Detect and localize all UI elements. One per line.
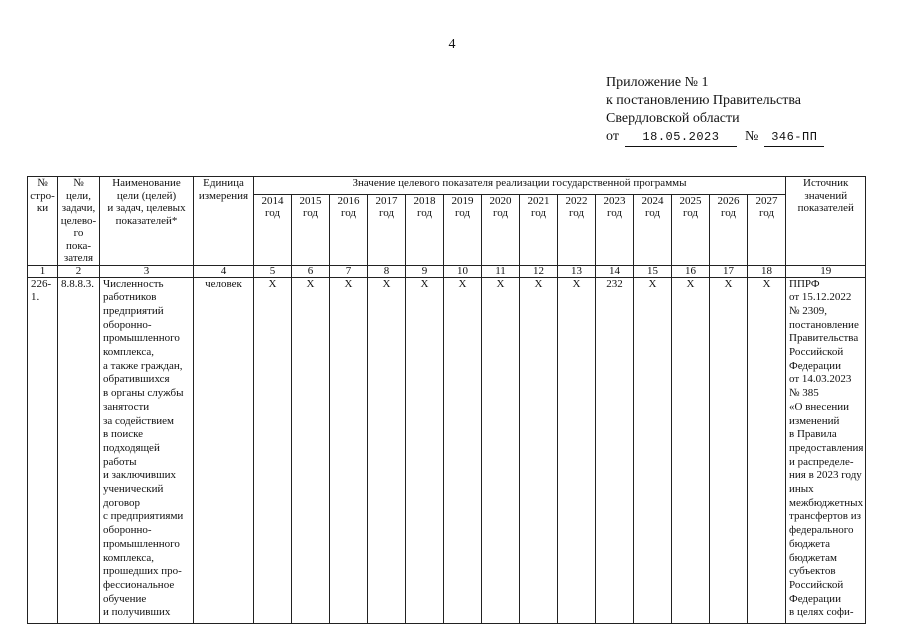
header-year-2021 <box>520 194 558 265</box>
cell-value-2024: X <box>634 277 672 623</box>
text-line: в Правила <box>789 428 837 441</box>
text-line: № цели, <box>66 177 91 202</box>
year-label: 2014 <box>261 194 284 207</box>
year-word: год <box>682 207 699 220</box>
header-year-2026 <box>710 194 748 265</box>
cell-value-2021: X <box>520 277 558 623</box>
text-line: показателей <box>797 202 854 214</box>
text-line: Федерации <box>789 592 841 605</box>
text-line: работы <box>103 455 137 468</box>
column-number: 13 <box>558 265 596 277</box>
text-line: прошедших про- <box>103 565 182 578</box>
year-label: 2025 <box>679 194 702 207</box>
appendix-date-line <box>606 128 824 147</box>
header-unit-text <box>196 177 251 202</box>
text-line: предприятий <box>103 304 164 317</box>
column-number: 11 <box>482 265 520 277</box>
cell-value-2026: X <box>710 277 748 623</box>
column-number: 18 <box>748 265 786 277</box>
text-line: целево- <box>60 214 97 227</box>
text-line: обратившихся <box>103 373 170 386</box>
text-line: и задач, целевых <box>107 202 186 214</box>
text-line: «О внесении <box>789 400 849 413</box>
header-goal-number <box>58 177 100 266</box>
text-line: Российской <box>789 346 844 359</box>
text-line: стро- <box>30 189 55 202</box>
year-word: год <box>302 207 319 220</box>
text-line: а также граждан, <box>103 359 183 372</box>
cell-row-number: 226-1. <box>28 277 58 623</box>
column-number: 8 <box>368 265 406 277</box>
text-line: оборонно- <box>103 318 152 331</box>
text-line: межбюджетных <box>789 496 864 509</box>
cell-goal-number: 8.8.8.3. <box>58 277 100 623</box>
cell-unit: человек <box>194 277 254 623</box>
text-line: Источник <box>803 177 849 189</box>
column-number: 17 <box>710 265 748 277</box>
header-row-number-text <box>30 177 55 215</box>
cell-value-2017: X <box>368 277 406 623</box>
text-line: и распределе- <box>789 455 854 468</box>
year-label: 2016 <box>337 194 360 207</box>
text-line: комплекса, <box>103 551 155 564</box>
text-line: в поиске <box>103 428 144 441</box>
column-number: 2 <box>58 265 100 277</box>
year-label: 2026 <box>717 194 740 207</box>
appendix-title: Приложение № 1 <box>606 75 709 90</box>
text-line: № <box>37 177 48 189</box>
text-line: бюджета <box>789 537 831 550</box>
header-year-2025 <box>672 194 710 265</box>
text-line: комплекса, <box>103 346 155 359</box>
cell-value-2023: 232 <box>596 277 634 623</box>
cell-value-2016: X <box>330 277 368 623</box>
indicators-table <box>27 176 866 624</box>
header-year-2020 <box>482 194 520 265</box>
text-line: ученический <box>103 483 164 496</box>
year-word: год <box>758 207 775 220</box>
year-label: 2015 <box>299 194 322 207</box>
header-year-2014 <box>254 194 292 265</box>
year-label: 2018 <box>413 194 436 207</box>
header-year-2017 <box>368 194 406 265</box>
text-line: за содействием <box>103 414 175 427</box>
year-word: год <box>340 207 357 220</box>
text-line: го пока- <box>65 227 92 252</box>
column-number: 5 <box>254 265 292 277</box>
text-line: договор <box>103 496 140 509</box>
header-name-text <box>102 177 191 227</box>
text-line: измерения <box>198 189 249 202</box>
text-line: занятости <box>103 400 150 413</box>
header-goal-number-text <box>60 177 97 265</box>
column-number: 3 <box>100 265 194 277</box>
text-line: Наименование <box>112 177 181 189</box>
text-line: фессиональное <box>103 578 175 591</box>
text-line: значений <box>804 189 848 202</box>
text-line: от 15.12.2022 <box>789 291 852 304</box>
header-source-text <box>788 177 863 215</box>
column-number: 15 <box>634 265 672 277</box>
column-number: 14 <box>596 265 634 277</box>
text-line: постановление <box>789 318 859 331</box>
text-line: работников <box>103 291 157 304</box>
column-number: 10 <box>444 265 482 277</box>
text-line: подходящей <box>103 441 160 454</box>
text-line: № 385 <box>789 387 819 400</box>
text-line: предоставления <box>789 441 864 454</box>
year-label: 2022 <box>565 194 588 207</box>
year-label: 2027 <box>755 194 778 207</box>
header-year-2015 <box>292 194 330 265</box>
appendix-block <box>606 74 824 147</box>
column-number: 12 <box>520 265 558 277</box>
text-line: Российской <box>789 578 844 591</box>
year-word: год <box>264 207 281 220</box>
year-word: год <box>454 207 471 220</box>
header-row-number <box>28 177 58 266</box>
year-word: год <box>606 207 623 220</box>
year-label: 2021 <box>527 194 550 207</box>
header-unit <box>194 177 254 266</box>
text-line: оборонно- <box>103 524 152 537</box>
header-year-2023 <box>596 194 634 265</box>
year-label: 2024 <box>641 194 664 207</box>
column-number: 4 <box>194 265 254 277</box>
text-line: Единица <box>203 177 244 189</box>
text-line: промышленного <box>103 537 180 550</box>
appendix-line-2: к постановлению Правительства <box>606 93 802 108</box>
text-line: зателя <box>63 252 94 264</box>
text-line: ки <box>36 202 49 214</box>
header-year-2016 <box>330 194 368 265</box>
header-year-2022 <box>558 194 596 265</box>
number-prefix: № <box>744 129 759 144</box>
text-line: бюджетам <box>789 551 837 564</box>
text-line: ния в 2023 году <box>789 469 862 482</box>
cell-value-2022: X <box>558 277 596 623</box>
column-number: 1 <box>28 265 58 277</box>
text-line: субъектов <box>789 565 836 578</box>
year-label: 2017 <box>375 194 398 207</box>
text-line: ППРФ <box>789 277 820 290</box>
year-word: год <box>530 207 547 220</box>
text-line: Правительства <box>789 332 859 345</box>
text-line: № 2309, <box>789 304 827 317</box>
year-word: год <box>644 207 661 220</box>
column-number: 6 <box>292 265 330 277</box>
cell-value-2014: X <box>254 277 292 623</box>
text-line: от 14.03.2023 <box>789 373 852 386</box>
text-line: задачи, <box>61 202 96 214</box>
text-line: обучение <box>103 592 147 605</box>
text-line: иных <box>789 483 814 496</box>
year-word: год <box>378 207 395 220</box>
year-word: год <box>720 207 737 220</box>
year-label: 2023 <box>603 194 626 207</box>
cell-value-2027: X <box>748 277 786 623</box>
cell-value-2015: X <box>292 277 330 623</box>
header-source <box>786 177 866 266</box>
appendix-line-3: Свердловской области <box>606 111 740 126</box>
year-label: 2019 <box>451 194 474 207</box>
year-word: год <box>416 207 433 220</box>
text-line: в органы службы <box>103 387 184 400</box>
cell-value-2025: X <box>672 277 710 623</box>
decree-number: 346-ПП <box>764 128 824 147</box>
cell-name <box>100 277 194 623</box>
cell-value-2020: X <box>482 277 520 623</box>
header-year-2018 <box>406 194 444 265</box>
column-number: 9 <box>406 265 444 277</box>
cell-value-2018: X <box>406 277 444 623</box>
cell-value-2019: X <box>444 277 482 623</box>
year-word: год <box>492 207 509 220</box>
text-line: трансфертов из <box>789 510 861 523</box>
year-label: 2020 <box>489 194 512 207</box>
text-line: промышленного <box>103 332 180 345</box>
column-number: 19 <box>786 265 866 277</box>
header-year-2019 <box>444 194 482 265</box>
text-line: показателей* <box>115 214 178 227</box>
column-number: 16 <box>672 265 710 277</box>
cell-source <box>786 277 866 623</box>
column-number: 7 <box>330 265 368 277</box>
cell-name-text <box>103 278 191 623</box>
text-line: и заключивших <box>103 469 176 482</box>
text-line: федерального <box>789 524 854 537</box>
page-number: 4 <box>448 37 456 52</box>
text-line: Численность <box>103 277 164 290</box>
text-line: Федерации <box>789 359 841 372</box>
header-year-2027 <box>748 194 786 265</box>
header-name <box>100 177 194 266</box>
text-line: в целях софи- <box>789 606 854 619</box>
text-line: с предприятиями <box>103 510 184 523</box>
cell-source-text <box>789 278 863 623</box>
year-word: год <box>568 207 585 220</box>
text-line: изменений <box>789 414 840 427</box>
text-line: и получивших <box>103 606 171 619</box>
header-group: Значение целевого показателя реализации государственной программы <box>254 177 786 195</box>
date-prefix: от <box>606 129 619 144</box>
text-line: цели (целей) <box>116 189 177 202</box>
decree-date: 18.05.2023 <box>625 128 737 147</box>
header-year-2024 <box>634 194 672 265</box>
